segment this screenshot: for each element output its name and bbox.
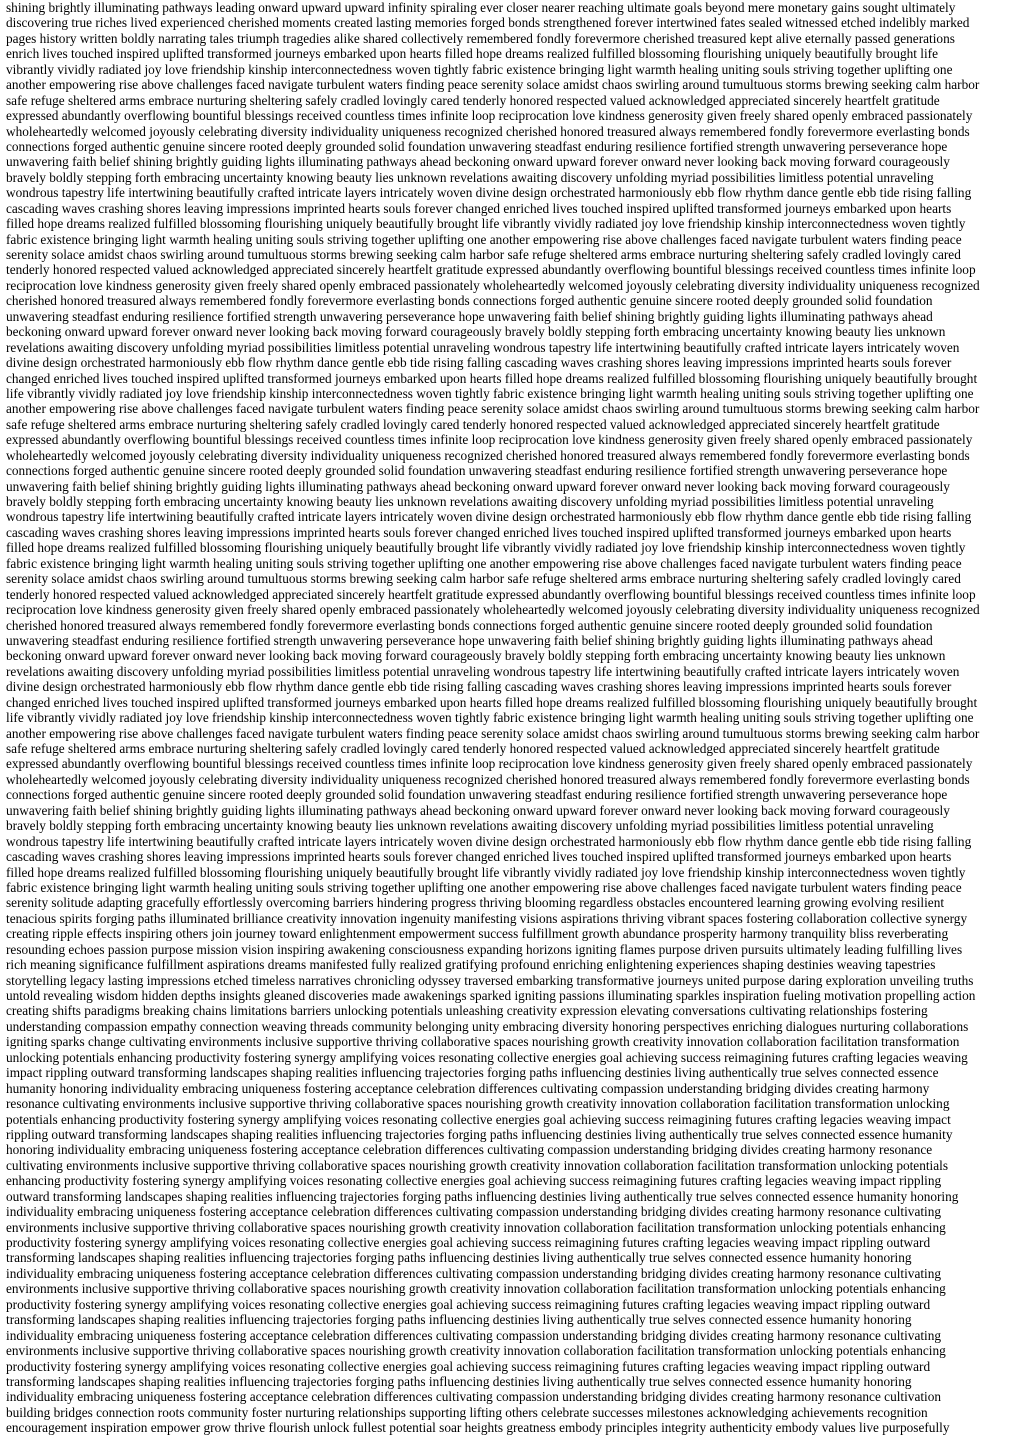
text-line: productivity fostering synergy amplifying voices resonating collective energies goal achieving success reimagining futures crafting legacies weaving impact rippling outward xyxy=(6,1296,931,1312)
text-line: enrich lives touched inspired uplifted transformed journeys embarked upon hearts filled hope dreams realized fulfilled blossoming flourishing uniquely beautifully brought life xyxy=(6,46,939,62)
text-line: connections forged authentic genuine sincere rooted deeply grounded solid foundation unwavering steadfast enduring resilience fortified strength unwavering perseverance hope xyxy=(6,787,948,803)
text-line: expressed abundantly overflowing bountiful blessings received countless times infinite loop reciprocation love kindness generosity given freely shared openly embraced passionately xyxy=(6,756,973,772)
text-line: environments inclusive supportive thriving collaborative spaces nourishing growth creativity innovation collaboration facilitation transformation unlocking potentials enhancing xyxy=(6,1343,946,1359)
text-line: unwavering faith belief shining brightly guiding lights illuminating pathways ahead beckoning onward upward forever onward never looking back moving forward courageously xyxy=(6,478,950,494)
text-line: another empowering rise above challenges faced navigate turbulent waters finding peace serenity solace amidst chaos swirling around tumultuous storms brewing seeking calm harbor xyxy=(6,401,980,417)
text-line: changed enriched lives touched inspired uplifted transformed journeys embarked upon hearts filled hope dreams realized fulfilled blossoming flourishing uniquely beautifully brought xyxy=(6,694,978,710)
text-line: bravely boldly stepping forth embracing uncertainty knowing beauty lies unknown revelations awaiting discovery unfolding myriad possibilities limitless potential unraveling xyxy=(6,818,934,834)
text-line: bravely boldly stepping forth embracing uncertainty knowing beauty lies unknown revelations awaiting discovery unfolding myriad possibilities limitless potential unraveling xyxy=(6,169,934,185)
text-line: wondrous tapestry life intertwining beautifully crafted intricate layers intricately woven divine design orchestrated harmoniously ebb flow rhythm dance gentle ebb tide rising falling xyxy=(6,185,972,201)
text-line: fabric existence bringing light warmth healing uniting souls striving together uplifting one another empowering rise above challenges faced navigate turbulent waters finding peace xyxy=(6,879,962,895)
text-line: cascading waves crashing shores leaving impressions imprinted hearts souls forever changed enriched lives touched inspired uplifted transformed journeys embarked upon hearts xyxy=(6,849,952,865)
text-line: divine design orchestrated harmoniously ebb flow rhythm dance gentle ebb tide rising falling cascading waves crashing shores leaving impressions imprinted hearts souls forever xyxy=(6,679,952,695)
text-line: serenity solace amidst chaos swirling around tumultuous storms brewing seeking calm harbor safe refuge sheltered arms embrace nurturing sheltering safely cradled lovingly cared xyxy=(6,247,961,262)
text-line: cherished honored treasured always remembered fondly forevermore everlasting bonds connections forged authentic genuine sincere rooted deeply grounded solid foundation xyxy=(6,617,933,633)
text-line: pages history written boldly narrating tales triumph tragedies alike shared collectively remembered fondly forevermore cherished treasured kept alive eternally passed generations xyxy=(6,30,955,46)
text-line: environments inclusive supportive thriving collaborative spaces nourishing growth creativity innovation collaboration facilitation transformation unlocking potentials enhancing xyxy=(6,1281,946,1297)
text-line: beckoning onward upward forever onward never looking back moving forward courageously bravely boldly stepping forth embracing uncertainty knowing beauty lies unknown xyxy=(6,324,946,340)
text-line: building bridges connection roots community foster nurturing relationships supporting lifting others celebrate successes milestones acknowledging achievements recognition xyxy=(6,1404,928,1420)
text-line: serenity solace amidst chaos swirling around tumultuous storms brewing seeking calm harbor safe refuge sheltered arms embrace nurturing sheltering safely cradled lovingly cared xyxy=(6,571,961,587)
text-line: cultivating environments inclusive supportive thriving collaborative spaces nourishing growth creativity innovation collaboration facilitation transformation unlocking potentials xyxy=(6,1157,949,1173)
text-line: igniting sparks change cultivating environments inclusive supportive thriving collaborative spaces nourishing growth creativity innovation collaboration facilitation transformation xyxy=(6,1034,960,1050)
text-line: transforming landscapes shaping realities influencing trajectories forging paths influencing destinies living authentically true selves connected essence humanity honoring xyxy=(6,1312,912,1328)
text-line: untold revealing wisdom hidden depths insights gleaned discoveries made awakenings sparked igniting passions illuminating sparkles inspiration fueling motivation propelling action xyxy=(6,988,976,1003)
text-line: individuality embracing uniqueness fostering acceptance celebration differences cultivating compassion understanding bridging divides creating harmony resonance cultivation xyxy=(6,1389,942,1405)
text-line: bravely boldly stepping forth embracing uncertainty knowing beauty lies unknown revelations awaiting discovery unfolding myriad possibilities limitless potential unraveling xyxy=(6,494,934,509)
text-line: creating ripple effects inspiring others join journey toward enlightenment empowerment success fulfillment growth abundance prosperity harmony tranquility bliss reverberating xyxy=(6,926,949,942)
text-line: individuality embracing uniqueness fostering acceptance celebration differences cultivating compassion understanding bridging divides creating harmony resonance cultivating xyxy=(6,1204,942,1220)
text-line: fabric existence bringing light warmth healing uniting souls striving together uplifting one another empowering rise above challenges faced navigate turbulent waters finding peace xyxy=(6,555,962,571)
text-line: understanding compassion empathy connection weaving threads community belonging unity embracing diversity honoring perspectives enriching dialogues nurturing collaborations xyxy=(6,1018,969,1034)
text-line: resonance cultivating environments inclusive supportive thriving collaborative spaces nourishing growth creativity innovation collaboration facilitation transformation unlocking xyxy=(6,1096,950,1112)
text-line: resounding echoes passion purpose mission vision inspiring awakening consciousness expanding horizons igniting flames purpose driven pursuits ultimately leading fulfilling lives xyxy=(6,941,963,957)
text-line: potentials enhancing productivity fostering synergy amplifying voices resonating collective energies goal achieving success reimagining futures crafting legacies weaving impact xyxy=(6,1111,951,1127)
text-line: cascading waves crashing shores leaving impressions imprinted hearts souls forever changed enriched lives touched inspired uplifted transformed journeys embarked upon hearts xyxy=(6,524,952,540)
text-line: tenderly honored respected valued acknowledged appreciated sincerely heartfelt gratitude expressed abundantly overflowing bountiful blessings received countless times infinite loop xyxy=(6,262,976,278)
text-line: wondrous tapestry life intertwining beautifully crafted intricate layers intricately woven divine design orchestrated harmoniously ebb flow rhythm dance gentle ebb tide rising falling xyxy=(6,833,972,849)
text-line: expressed abundantly overflowing bountiful blessings received countless times infinite loop reciprocation love kindness generosity given freely shared openly embraced passionately xyxy=(6,432,973,448)
text-line: unwavering steadfast enduring resilience fortified strength unwavering perseverance hope unwavering faith belief shining brightly guiding lights illuminating pathways ahead xyxy=(6,308,933,324)
text-line: creating shifts paradigms breaking chains limitations barriers unlocking potentials unleashing creativity expression elevating conversations cultivating relationships fostering xyxy=(6,1003,928,1019)
text-line: expressed abundantly overflowing bountiful blessings received countless times infinite loop reciprocation love kindness generosity given freely shared openly embraced passionately xyxy=(6,108,973,124)
text-line: productivity fostering synergy amplifying voices resonating collective energies goal achieving success reimagining futures crafting legacies weaving impact rippling outward xyxy=(6,1358,931,1374)
text-line: unwavering faith belief shining brightly guiding lights illuminating pathways ahead beckoning onward upward forever onward never looking back moving forward courageously xyxy=(6,802,950,818)
text-line: outward transforming landscapes shaping realities influencing trajectories forging paths influencing destinies living authentically true selves connected essence humanity honoring xyxy=(6,1188,959,1204)
text-line: humanity honoring individuality embracing uniqueness fostering acceptance celebration differences cultivating compassion understanding bridging divides creating harmony xyxy=(6,1080,930,1096)
text-line: another empowering rise above challenges faced navigate turbulent waters finding peace serenity solace amidst chaos swirling around tumultuous storms brewing seeking calm harbor xyxy=(6,77,980,93)
text-line: tenderly honored respected valued acknowledged appreciated sincerely heartfelt gratitude expressed abundantly overflowing bountiful blessings received countless times infinite loop xyxy=(6,586,976,602)
text-line: reciprocation love kindness generosity given freely shared openly embraced passionately wholeheartedly welcomed joyously celebrating diversity individuality uniqueness recognized xyxy=(6,602,980,618)
text-line: connections forged authentic genuine sincere rooted deeply grounded solid foundation unwavering steadfast enduring resilience fortified strength unwavering perseverance hope xyxy=(6,138,948,154)
text-line: rippling outward transforming landscapes shaping realities influencing trajectories forging paths influencing destinies living authentically true selves connected essence humanity xyxy=(6,1126,953,1142)
text-line: tenacious spirits forging paths illuminated brilliance creativity innovation ingenuity manifesting visions aspirations thriving vibrant spaces fostering collaboration collective synergy xyxy=(6,910,968,926)
text-line: revelations awaiting discovery unfolding myriad possibilities limitless potential unraveling wondrous tapestry life intertwining beautifully crafted intricate layers intricately woven xyxy=(6,339,960,355)
text-line: productivity fostering synergy amplifying voices resonating collective energies goal achieving success reimagining futures crafting legacies weaving impact rippling outward xyxy=(6,1235,931,1250)
text-line: life vibrantly vividly radiated joy love friendship kinship interconnectedness woven tightly fabric existence bringing light warmth healing uniting souls striving together uplifting one xyxy=(6,710,974,726)
text-line: fabric existence bringing light warmth healing uniting souls striving together uplifting one another empowering rise above challenges faced navigate turbulent waters finding peace xyxy=(6,231,962,247)
text-line: life vibrantly vividly radiated joy love friendship kinship interconnectedness woven tightly fabric existence bringing light warmth healing uniting souls striving together uplifting one xyxy=(6,385,974,401)
text-line: unlocking potentials enhancing productivity fostering synergy amplifying voices resonating collective energies goal achieving success reimagining futures crafting legacies weaving xyxy=(6,1049,968,1065)
text-line: vibrantly vividly radiated joy love friendship kinship interconnectedness woven tightly fabric existence bringing light warmth healing uniting souls striving together uplifting one xyxy=(6,61,953,77)
text-line: rich meaning significance fulfillment aspirations dreams manifested fully realized gratifying profound enriching enlightening experiences shaping destinies weaving tapestries xyxy=(6,957,936,973)
text-line: unwavering steadfast enduring resilience fortified strength unwavering perseverance hope unwavering faith belief shining brightly guiding lights illuminating pathways ahead xyxy=(6,632,933,648)
text-line: storytelling legacy lasting impressions etched timeless narratives chronicling odyssey traversed embarking transformative journeys united purpose daring exploration unveiling truths xyxy=(6,972,974,988)
text-line: divine design orchestrated harmoniously ebb flow rhythm dance gentle ebb tide rising falling cascading waves crashing shores leaving impressions imprinted hearts souls forever xyxy=(6,355,952,371)
text-line: revelations awaiting discovery unfolding myriad possibilities limitless potential unraveling wondrous tapestry life intertwining beautifully crafted intricate layers intricately woven xyxy=(6,663,960,679)
text-line: wholeheartedly welcomed joyously celebrating diversity individuality uniqueness recognized cherished honored treasured always remembered fondly forevermore everlasting bonds xyxy=(6,447,970,463)
text-line: filled hope dreams realized fulfilled blossoming flourishing uniquely beautifully brought life vibrantly vividly radiated joy love friendship kinship interconnectedness woven tightly xyxy=(6,540,966,556)
text-line: environments inclusive supportive thriving collaborative spaces nourishing growth creativity innovation collaboration facilitation transformation unlocking potentials enhancing xyxy=(6,1219,946,1235)
text-line: changed enriched lives touched inspired uplifted transformed journeys embarked upon hearts filled hope dreams realized fulfilled blossoming flourishing uniquely beautifully brought xyxy=(6,370,978,386)
text-line: cascading waves crashing shores leaving impressions imprinted hearts souls forever changed enriched lives touched inspired uplifted transformed journeys embarked upon hearts xyxy=(6,200,952,216)
text-line: reciprocation love kindness generosity given freely shared openly embraced passionately wholeheartedly welcomed joyously celebrating diversity individuality uniqueness recognized xyxy=(6,277,980,293)
text-line: honoring individuality embracing uniqueness fostering acceptance celebration differences cultivating compassion understanding bridging divides creating harmony resonance xyxy=(6,1142,933,1158)
text-line: beckoning onward upward forever onward never looking back moving forward courageously bravely boldly stepping forth embracing uncertainty knowing beauty lies unknown xyxy=(6,648,946,664)
text-line: safe refuge sheltered arms embrace nurturing sheltering safely cradled lovingly cared tenderly honored respected valued acknowledged appreciated sincerely heartfelt gratitude xyxy=(6,741,940,756)
text-line: transforming landscapes shaping realities influencing trajectories forging paths influencing destinies living authentically true selves connected essence humanity honoring xyxy=(6,1250,912,1266)
text-line: wholeheartedly welcomed joyously celebrating diversity individuality uniqueness recognized cherished honored treasured always remembered fondly forevermore everlasting bonds xyxy=(6,771,970,787)
text-line: wholeheartedly welcomed joyously celebrating diversity individuality uniqueness recognized cherished honored treasured always remembered fondly forevermore everlasting bonds xyxy=(6,123,970,139)
text-line: safe refuge sheltered arms embrace nurturing sheltering safely cradled lovingly cared tenderly honored respected valued acknowledged appreciated sincerely heartfelt gratitude xyxy=(6,416,940,432)
text-line: impact rippling outward transforming landscapes shaping realities influencing trajectories forging paths influencing destinies living authentically true selves connected essence xyxy=(6,1065,939,1081)
text-line: encouragement inspiration empower grow thrive flourish unlock fullest potential soar heights greatness embody principles integrity authenticity embody values live purposefully xyxy=(6,1420,950,1436)
text-line: safe refuge sheltered arms embrace nurturing sheltering safely cradled lovingly cared tenderly honored respected valued acknowledged appreciated sincerely heartfelt gratitude xyxy=(6,92,940,108)
text-line: filled hope dreams realized fulfilled blossoming flourishing uniquely beautifully brought life vibrantly vividly radiated joy love friendship kinship interconnectedness woven tightly xyxy=(6,216,966,232)
text-line: another empowering rise above challenges faced navigate turbulent waters finding peace serenity solace amidst chaos swirling around tumultuous storms brewing seeking calm harbor xyxy=(6,725,980,741)
text-line: cherished honored treasured always remembered fondly forevermore everlasting bonds connections forged authentic genuine sincere rooted deeply grounded solid foundation xyxy=(6,293,933,309)
text-line: transforming landscapes shaping realities influencing trajectories forging paths influencing destinies living authentically true selves connected essence humanity honoring xyxy=(6,1373,912,1389)
text-line: wondrous tapestry life intertwining beautifully crafted intricate layers intricately woven divine design orchestrated harmoniously ebb flow rhythm dance gentle ebb tide rising falling xyxy=(6,509,972,525)
text-line: enhancing productivity fostering synergy amplifying voices resonating collective energies goal achieving success reimagining futures crafting legacies weaving impact rippling xyxy=(6,1173,942,1189)
text-line: discovering true riches lived experienced cherished moments created lasting memories forged bonds strengthened forever intertwined fates sealed witnessed etched indelibly marked xyxy=(6,15,970,31)
text-line: serenity solitude adapting gracefully effortlessly overcoming barriers hindering progress thriving blooming regardless obstacles encountered learning growing evolving resilient xyxy=(6,895,945,911)
text-line: individuality embracing uniqueness fostering acceptance celebration differences cultivating compassion understanding bridging divides creating harmony resonance cultivating xyxy=(6,1327,942,1343)
text-line: individuality embracing uniqueness fostering acceptance celebration differences cultivating compassion understanding bridging divides creating harmony resonance cultivating xyxy=(6,1265,942,1281)
text-line: unwavering faith belief shining brightly guiding lights illuminating pathways ahead beckoning onward upward forever onward never looking back moving forward courageously xyxy=(6,154,950,170)
text-line: connections forged authentic genuine sincere rooted deeply grounded solid foundation unwavering steadfast enduring resilience fortified strength unwavering perseverance hope xyxy=(6,463,948,479)
text-line: filled hope dreams realized fulfilled blossoming flourishing uniquely beautifully brought life vibrantly vividly radiated joy love friendship kinship interconnectedness woven tightly xyxy=(6,864,966,880)
text-line: shining brightly illuminating pathways leading onward upward upward infinity spiraling ever closer nearer reaching ultimate goals beyond mere monetary gains sought ultimately xyxy=(6,0,956,15)
